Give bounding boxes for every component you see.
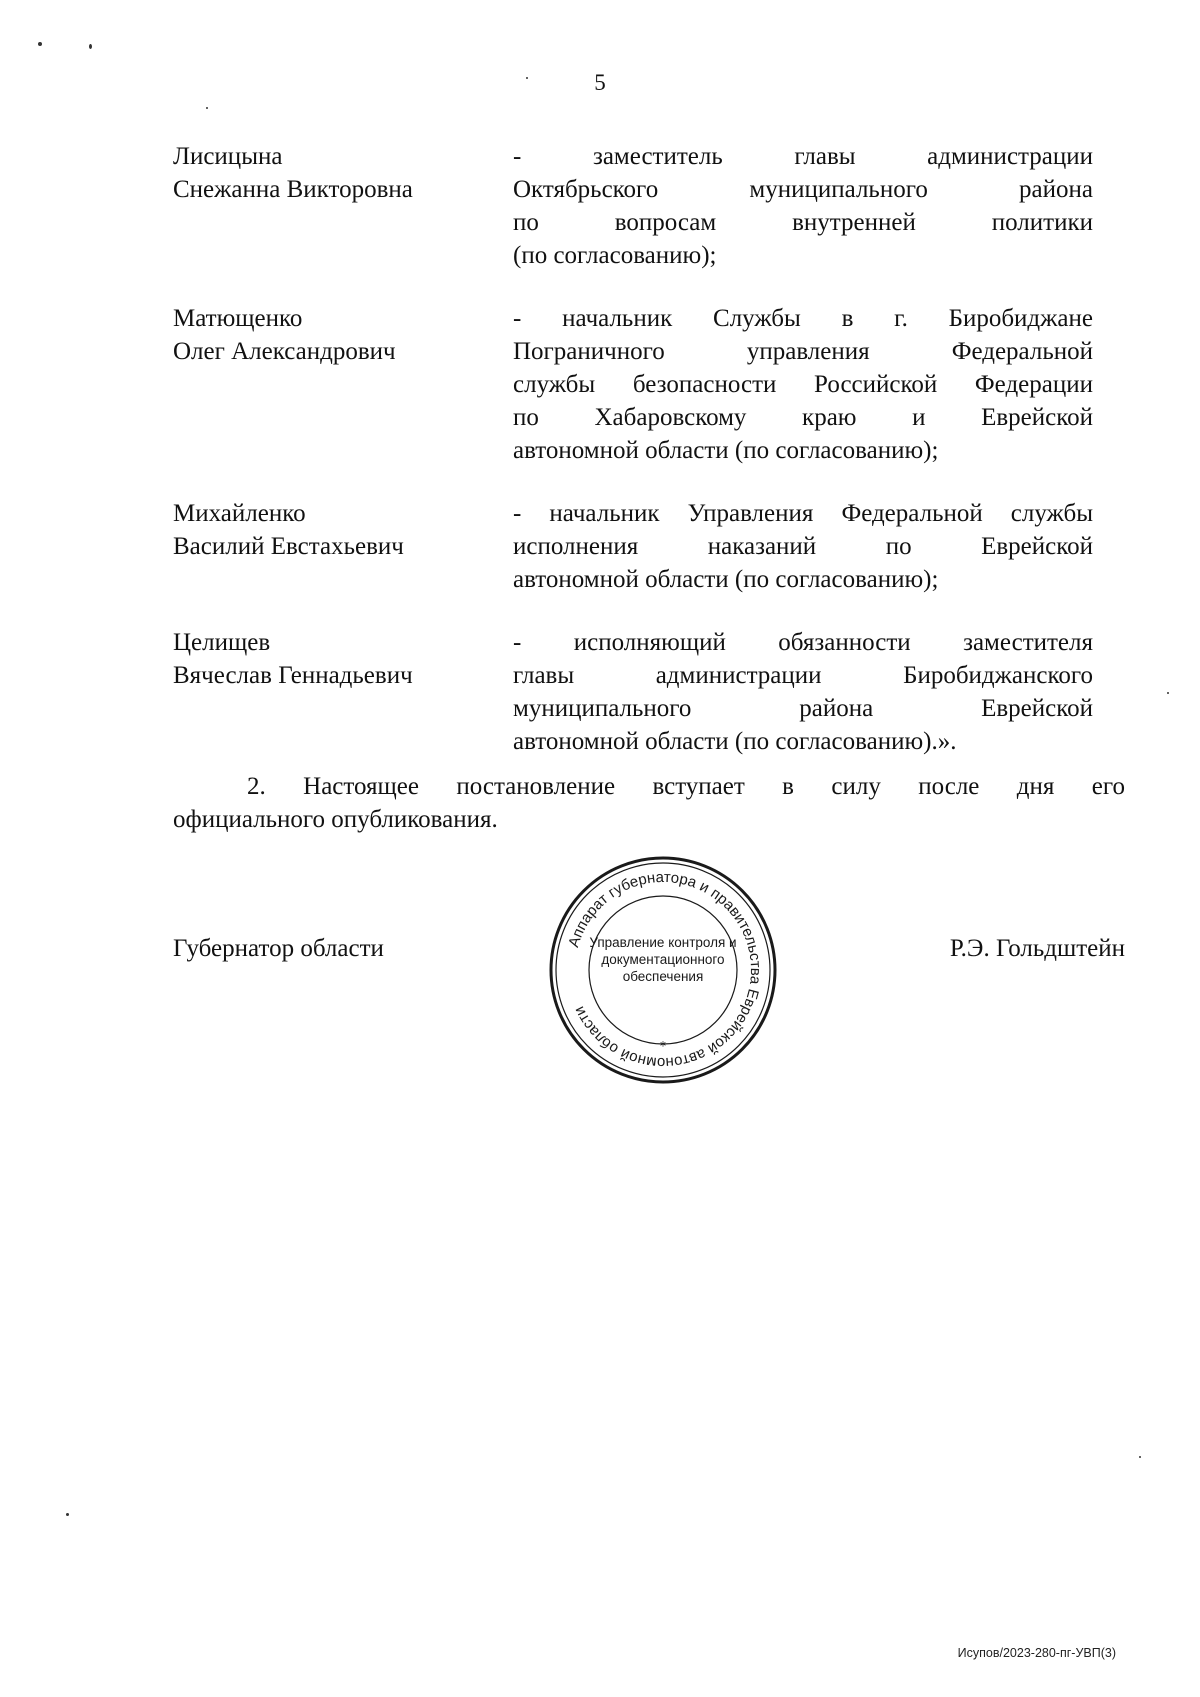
member-name: [173, 302, 513, 467]
role-line: Пограничного управления Федеральной: [513, 338, 1093, 365]
clause-line: 2. Настоящее постановление вступает в силу после дня его: [247, 773, 1125, 800]
role-line: автономной области (по согласованию).».: [513, 728, 957, 755]
member-entry: [173, 140, 1095, 272]
member-name: [173, 626, 513, 758]
member-entry: [173, 302, 1095, 467]
role-line: автономной области (по согласованию);: [513, 566, 939, 593]
member-given-names: Снежанна Викторовна: [173, 176, 413, 203]
stamp-center-line: Управление контроля и: [589, 935, 737, 950]
page-number: 5: [594, 70, 606, 95]
scan-speck: [38, 42, 42, 46]
role-line: исполнения наказаний по Еврейской: [513, 533, 1093, 560]
member-surname: Целищев: [173, 629, 271, 656]
member-surname: Лисицына: [173, 143, 283, 170]
member-surname: Михайленко: [173, 500, 306, 527]
official-stamp: [545, 852, 781, 1088]
member-given-names: Вячеслав Геннадьевич: [173, 662, 413, 689]
member-role: [513, 302, 1093, 467]
role-line: главы администрации Биробиджанского: [513, 662, 1093, 689]
member-given-names: Олег Александрович: [173, 338, 396, 365]
role-line: - исполняющий обязанности заместителя: [513, 629, 1093, 656]
member-name: [173, 497, 513, 596]
member-name: [173, 140, 513, 272]
role-line: - начальник Службы в г. Биробиджане: [513, 305, 1093, 332]
role-line: Октябрьского муниципального района: [513, 176, 1093, 203]
signatory-name: Р.Э. Гольдштейн: [949, 935, 1125, 962]
signatory-position: Губернатор области: [173, 935, 384, 962]
role-line: - начальник Управления Федеральной службы: [513, 500, 1093, 527]
scan-speck: [1167, 692, 1169, 694]
stamp-center-line: обеспечения: [622, 969, 704, 984]
effective-date-clause: [173, 770, 1125, 836]
member-role: [513, 626, 1093, 758]
role-line: - заместитель главы администрации: [513, 143, 1093, 170]
member-role: [513, 140, 1093, 272]
stamp-ring-text: Аппарат губернатора и правительства Еврейской автономной области: [565, 868, 765, 1072]
member-entry: [173, 497, 1095, 596]
clause-line: официального опубликования.: [173, 806, 498, 833]
role-line: службы безопасности Российской Федерации: [513, 371, 1093, 398]
role-line: по вопросам внутренней политики: [513, 209, 1093, 236]
member-role: [513, 497, 1093, 596]
member-given-names: Василий Евстахьевич: [173, 533, 404, 560]
role-line: (по согласованию);: [513, 242, 717, 269]
role-line: автономной области (по согласованию);: [513, 437, 939, 464]
scan-speck: [1139, 1456, 1141, 1458]
member-entry: [173, 626, 1095, 758]
role-line: муниципального района Еврейской: [513, 695, 1093, 722]
stamp-star-icon: *: [660, 1039, 666, 1053]
scan-speck: [206, 107, 208, 109]
role-line: по Хабаровскому краю и Еврейской: [513, 404, 1093, 431]
scan-speck: [89, 44, 92, 49]
member-surname: Матющенко: [173, 305, 303, 332]
stamp-center-text: [585, 934, 741, 985]
stamp-center-line: документационного: [601, 952, 725, 967]
commission-member-list: [173, 140, 1095, 788]
scan-speck: [66, 1513, 69, 1516]
document-reference-code: Исупов/2023-280-пг-УВП(3): [957, 1646, 1116, 1660]
